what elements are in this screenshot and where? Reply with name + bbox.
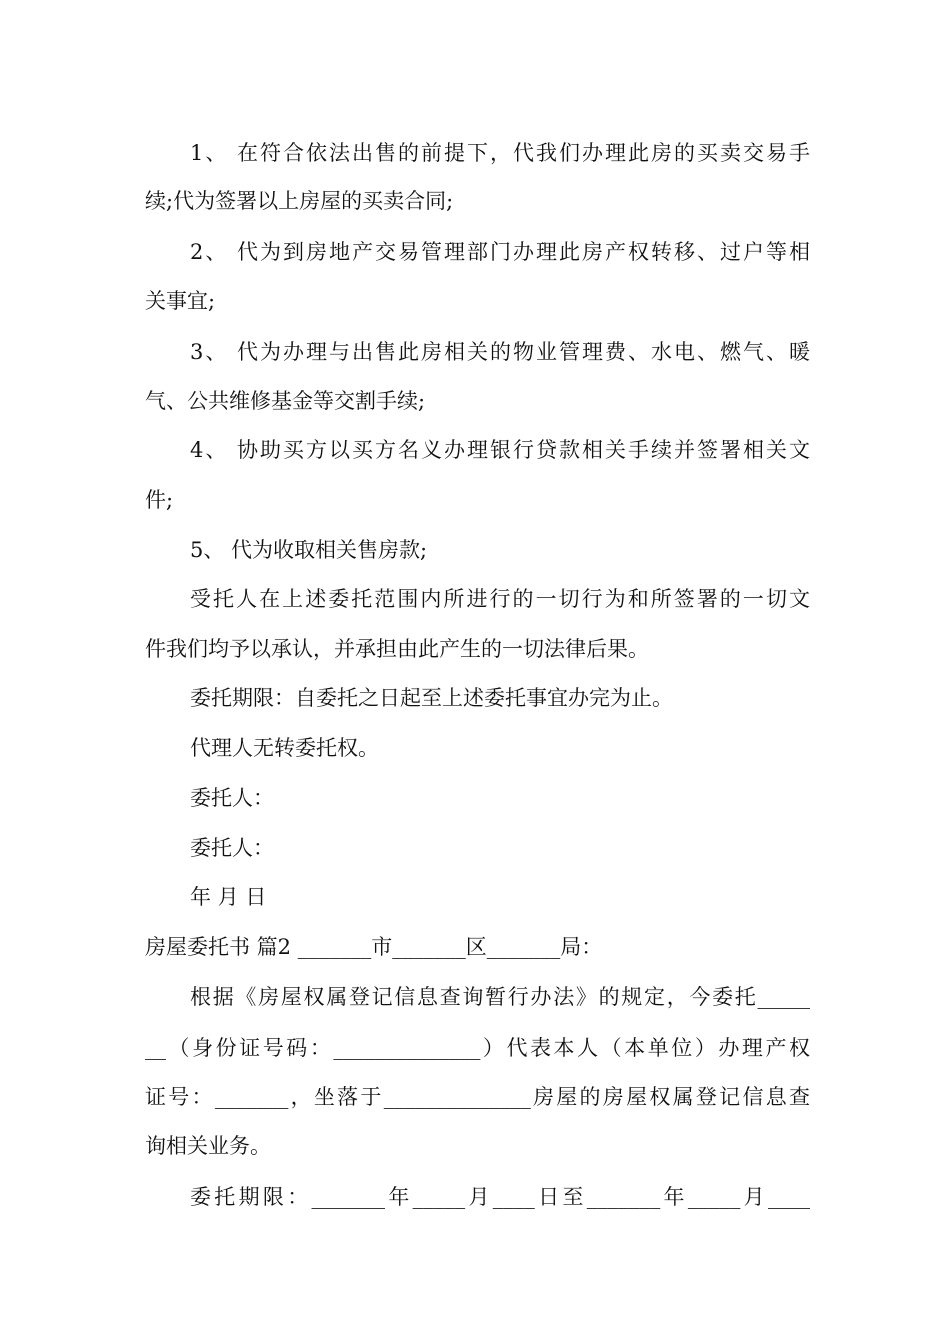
item-4-line-2: 件; [145,488,174,512]
date-line: 年 月 日 [190,885,267,909]
term-blank-line: 委托期限：_______年_____月____日至_______年_____月____ [190,1185,810,1209]
term-line: 委托期限：自委托之日起至上述委托事宜办完为止。 [190,686,673,710]
item-1-line-1: 1、 在符合依法出售的前提下，代我们办理此房的买卖交易手 [190,141,810,165]
paragraph-line: __（身份证号码：______________）代表本人（本单位）办理产权 [145,1036,810,1060]
principal-signature-line: 委托人： [190,786,274,810]
no-subdelegation-line: 代理人无转委托权。 [190,736,379,760]
paragraph-line: 询相关业务。 [145,1134,271,1158]
item-3-line-1: 3、 代为办理与出售此房相关的物业管理费、水电、燃气、暖 [190,340,810,364]
item-1-line-2: 续;代为签署以上房屋的买卖合同; [145,189,454,213]
principal-signature-line: 委托人： [190,836,274,860]
paragraph-line: 受托人在上述委托范围内所进行的一切行为和所签署的一切文 [190,587,810,611]
item-2-line-2: 关事宜; [145,289,216,313]
paragraph-line: 件我们均予以承认，并承担由此产生的一切法律后果。 [145,637,649,661]
item-3-line-2: 气、公共维修基金等交割手续; [145,389,426,413]
item-2-line-1: 2、 代为到房地产交易管理部门办理此房产权转移、过户等相 [190,240,810,264]
section-heading-line: 房屋委托书 篇2 _______市_______区_______局： [145,935,603,959]
item-4-line-1: 4、 协助买方以买方名义办理银行贷款相关手续并签署相关文 [190,438,810,462]
item-5-line: 5、 代为收取相关售房款; [190,538,428,562]
paragraph-line: 根据《房屋权属登记信息查询暂行办法》的规定，今委托_____ [190,985,810,1009]
paragraph-line: 证号：_______，坐落于______________房屋的房屋权属登记信息查 [145,1085,810,1109]
